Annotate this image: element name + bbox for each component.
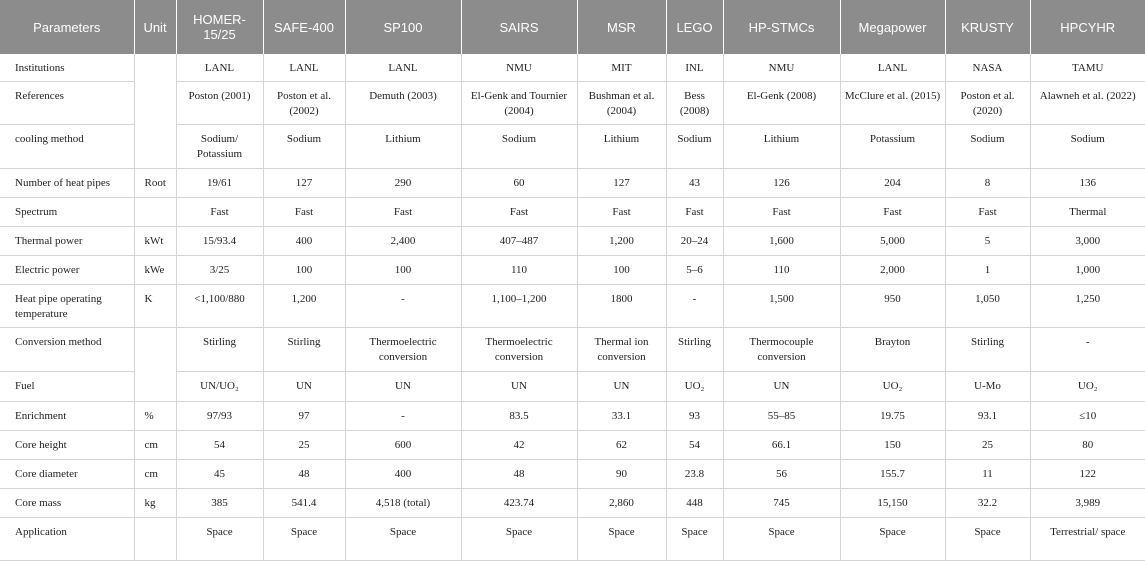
value-cell: 48: [461, 460, 577, 489]
value-cell: U-Mo: [945, 372, 1030, 402]
value-cell: Sodium: [1030, 125, 1145, 169]
value-cell: UN/UO₂: [176, 372, 263, 402]
param-cell: Heat pipe operating temperature: [0, 285, 134, 328]
value-cell: 127: [263, 169, 345, 198]
value-cell: 541.4: [263, 489, 345, 518]
value-cell: 66.1: [723, 431, 840, 460]
value-cell: 2,400: [345, 227, 461, 256]
value-cell: 93.1: [945, 402, 1030, 431]
value-cell: Fast: [666, 198, 723, 227]
value-cell: Sodium: [263, 125, 345, 169]
param-cell: Enrichment: [0, 402, 134, 431]
param-cell: Core mass: [0, 489, 134, 518]
value-cell: Sodium: [945, 125, 1030, 169]
value-cell: 122: [1030, 460, 1145, 489]
value-cell: 42: [461, 431, 577, 460]
value-cell: Fast: [263, 198, 345, 227]
header-unit: Unit: [134, 0, 176, 54]
unit-cell: %: [134, 402, 176, 431]
value-cell: Fast: [345, 198, 461, 227]
value-cell: Space: [666, 518, 723, 561]
value-cell: Thermal: [1030, 198, 1145, 227]
table-row-spectrum: [0, 198, 1145, 227]
value-cell: 11: [945, 460, 1030, 489]
unit-cell: [134, 54, 176, 169]
value-cell: 100: [345, 256, 461, 285]
unit-cell: K: [134, 285, 176, 328]
value-cell: 56: [723, 460, 840, 489]
value-cell: UO₂: [840, 372, 945, 402]
value-cell: -: [345, 285, 461, 328]
value-cell: Space: [945, 518, 1030, 561]
value-cell: Space: [461, 518, 577, 561]
value-cell: 448: [666, 489, 723, 518]
header-sairs: SAIRS: [461, 0, 577, 54]
table-row-enrichment: [0, 402, 1145, 431]
value-cell: Fast: [461, 198, 577, 227]
value-cell: Fast: [840, 198, 945, 227]
param-cell: cooling method: [0, 125, 134, 169]
value-cell: 90: [577, 460, 666, 489]
value-cell: Stirling: [263, 328, 345, 372]
value-cell: -: [1030, 328, 1145, 372]
header-krusty: KRUSTY: [945, 0, 1030, 54]
table-row-number-of-heat-pipes: [0, 169, 1145, 198]
value-cell: Poston et al. (2020): [945, 82, 1030, 125]
unit-cell: cm: [134, 460, 176, 489]
value-cell: 1,050: [945, 285, 1030, 328]
value-cell: 290: [345, 169, 461, 198]
param-cell: Fuel: [0, 372, 134, 402]
table-row-electric-power: [0, 256, 1145, 285]
value-cell: 93: [666, 402, 723, 431]
value-cell: 19/61: [176, 169, 263, 198]
value-cell: 407–487: [461, 227, 577, 256]
header-megapower: Megapower: [840, 0, 945, 54]
value-cell: 1: [945, 256, 1030, 285]
value-cell: Brayton: [840, 328, 945, 372]
value-cell: Lithium: [577, 125, 666, 169]
value-cell: 100: [577, 256, 666, 285]
value-cell: 15/93.4: [176, 227, 263, 256]
value-cell: 3,989: [1030, 489, 1145, 518]
value-cell: 48: [263, 460, 345, 489]
value-cell: Space: [176, 518, 263, 561]
value-cell: Stirling: [666, 328, 723, 372]
value-cell: Space: [723, 518, 840, 561]
value-cell: 204: [840, 169, 945, 198]
value-cell: 5–6: [666, 256, 723, 285]
value-cell: Sodium: [666, 125, 723, 169]
value-cell: Thermoelectric conversion: [345, 328, 461, 372]
value-cell: Bess (2008): [666, 82, 723, 125]
value-cell: 33.1: [577, 402, 666, 431]
value-cell: Space: [263, 518, 345, 561]
value-cell: McClure et al. (2015): [840, 82, 945, 125]
value-cell: Fast: [176, 198, 263, 227]
value-cell: 45: [176, 460, 263, 489]
value-cell: Demuth (2003): [345, 82, 461, 125]
value-cell: Space: [345, 518, 461, 561]
value-cell: Fast: [723, 198, 840, 227]
value-cell: 83.5: [461, 402, 577, 431]
value-cell: MIT: [577, 54, 666, 82]
table-row-application: [0, 518, 1145, 561]
value-cell: 3/25: [176, 256, 263, 285]
value-cell: 150: [840, 431, 945, 460]
header-parameters: Parameters: [0, 0, 134, 54]
param-cell: Core diameter: [0, 460, 134, 489]
value-cell: Thermal ion conversion: [577, 328, 666, 372]
header-hp-stmcs: HP-STMCs: [723, 0, 840, 54]
unit-cell: cm: [134, 431, 176, 460]
value-cell: LANL: [263, 54, 345, 82]
value-cell: 400: [345, 460, 461, 489]
unit-cell: Root: [134, 169, 176, 198]
value-cell: 1800: [577, 285, 666, 328]
param-cell: Application: [0, 518, 134, 561]
value-cell: Space: [840, 518, 945, 561]
value-cell: Fast: [577, 198, 666, 227]
value-cell: 127: [577, 169, 666, 198]
value-cell: El-Genk (2008): [723, 82, 840, 125]
value-cell: 2,000: [840, 256, 945, 285]
value-cell: NMU: [723, 54, 840, 82]
value-cell: 5,000: [840, 227, 945, 256]
value-cell: Thermoelectric conversion: [461, 328, 577, 372]
value-cell: TAMU: [1030, 54, 1145, 82]
value-cell: Stirling: [945, 328, 1030, 372]
value-cell: 1,000: [1030, 256, 1145, 285]
value-cell: 950: [840, 285, 945, 328]
param-cell: Conversion method: [0, 328, 134, 372]
value-cell: 60: [461, 169, 577, 198]
param-cell: Number of heat pipes: [0, 169, 134, 198]
table-row-thermal-power: [0, 227, 1145, 256]
value-cell: 54: [666, 431, 723, 460]
value-cell: 100: [263, 256, 345, 285]
value-cell: Alawneh et al. (2022): [1030, 82, 1145, 125]
value-cell: 97/93: [176, 402, 263, 431]
value-cell: 20–24: [666, 227, 723, 256]
param-cell: References: [0, 82, 134, 125]
unit-cell: [134, 518, 176, 561]
header-msr: MSR: [577, 0, 666, 54]
unit-cell: kg: [134, 489, 176, 518]
value-cell: 97: [263, 402, 345, 431]
value-cell: 1,200: [577, 227, 666, 256]
value-cell: Poston et al. (2002): [263, 82, 345, 125]
value-cell: 110: [461, 256, 577, 285]
value-cell: UN: [461, 372, 577, 402]
value-cell: 600: [345, 431, 461, 460]
value-cell: Lithium: [723, 125, 840, 169]
value-cell: 8: [945, 169, 1030, 198]
value-cell: 5: [945, 227, 1030, 256]
value-cell: 25: [263, 431, 345, 460]
value-cell: UN: [263, 372, 345, 402]
value-cell: LANL: [176, 54, 263, 82]
value-cell: Bushman et al. (2004): [577, 82, 666, 125]
value-cell: 155.7: [840, 460, 945, 489]
value-cell: 32.2: [945, 489, 1030, 518]
value-cell: -: [345, 402, 461, 431]
value-cell: Fast: [945, 198, 1030, 227]
value-cell: UN: [723, 372, 840, 402]
value-cell: 1,250: [1030, 285, 1145, 328]
table-row-core-height: [0, 431, 1145, 460]
value-cell: -: [666, 285, 723, 328]
unit-cell: [134, 328, 176, 402]
value-cell: 55–85: [723, 402, 840, 431]
value-cell: 4,518 (total): [345, 489, 461, 518]
value-cell: Sodium: [461, 125, 577, 169]
value-cell: 423.74: [461, 489, 577, 518]
value-cell: 385: [176, 489, 263, 518]
param-cell: Core height: [0, 431, 134, 460]
value-cell: 19.75: [840, 402, 945, 431]
value-cell: 62: [577, 431, 666, 460]
header-sp100: SP100: [345, 0, 461, 54]
value-cell: 136: [1030, 169, 1145, 198]
value-cell: LANL: [345, 54, 461, 82]
value-cell: INL: [666, 54, 723, 82]
table-row-core-mass: [0, 489, 1145, 518]
param-cell: Thermal power: [0, 227, 134, 256]
value-cell: UO₂: [666, 372, 723, 402]
value-cell: 1,200: [263, 285, 345, 328]
value-cell: 110: [723, 256, 840, 285]
value-cell: 400: [263, 227, 345, 256]
value-cell: UN: [577, 372, 666, 402]
value-cell: 25: [945, 431, 1030, 460]
param-cell: Electric power: [0, 256, 134, 285]
value-cell: 43: [666, 169, 723, 198]
value-cell: ≤10: [1030, 402, 1145, 431]
value-cell: 1,500: [723, 285, 840, 328]
value-cell: UN: [345, 372, 461, 402]
unit-cell: kWt: [134, 227, 176, 256]
value-cell: 54: [176, 431, 263, 460]
table-row-heat-pipe-operating-temperature: [0, 285, 1145, 328]
value-cell: Terrestrial/ space: [1030, 518, 1145, 561]
value-cell: 80: [1030, 431, 1145, 460]
param-cell: Institutions: [0, 54, 134, 82]
value-cell: UO₂: [1030, 372, 1145, 402]
header-homer: HOMER-15/25: [176, 0, 263, 54]
value-cell: NASA: [945, 54, 1030, 82]
value-cell: NMU: [461, 54, 577, 82]
value-cell: Potassium: [840, 125, 945, 169]
header-row: [0, 0, 1145, 54]
unit-cell: kWe: [134, 256, 176, 285]
value-cell: Space: [577, 518, 666, 561]
value-cell: 745: [723, 489, 840, 518]
table-row-core-diameter: [0, 460, 1145, 489]
unit-cell: [134, 198, 176, 227]
value-cell: 3,000: [1030, 227, 1145, 256]
value-cell: LANL: [840, 54, 945, 82]
value-cell: 15,150: [840, 489, 945, 518]
header-safe-400: SAFE-400: [263, 0, 345, 54]
value-cell: <1,100/880: [176, 285, 263, 328]
value-cell: 126: [723, 169, 840, 198]
table-row-conversion-method: [0, 328, 1145, 372]
value-cell: Sodium/ Potassium: [176, 125, 263, 169]
value-cell: 1,100–1,200: [461, 285, 577, 328]
value-cell: Stirling: [176, 328, 263, 372]
value-cell: 23.8: [666, 460, 723, 489]
param-cell: Spectrum: [0, 198, 134, 227]
value-cell: Poston (2001): [176, 82, 263, 125]
table-row-institutions: [0, 54, 1145, 82]
value-cell: Thermocouple conversion: [723, 328, 840, 372]
value-cell: El-Genk and Tournier (2004): [461, 82, 577, 125]
value-cell: 1,600: [723, 227, 840, 256]
header-hpcyhr: HPCYHR: [1030, 0, 1145, 54]
header-lego: LEGO: [666, 0, 723, 54]
value-cell: 2,860: [577, 489, 666, 518]
value-cell: Lithium: [345, 125, 461, 169]
